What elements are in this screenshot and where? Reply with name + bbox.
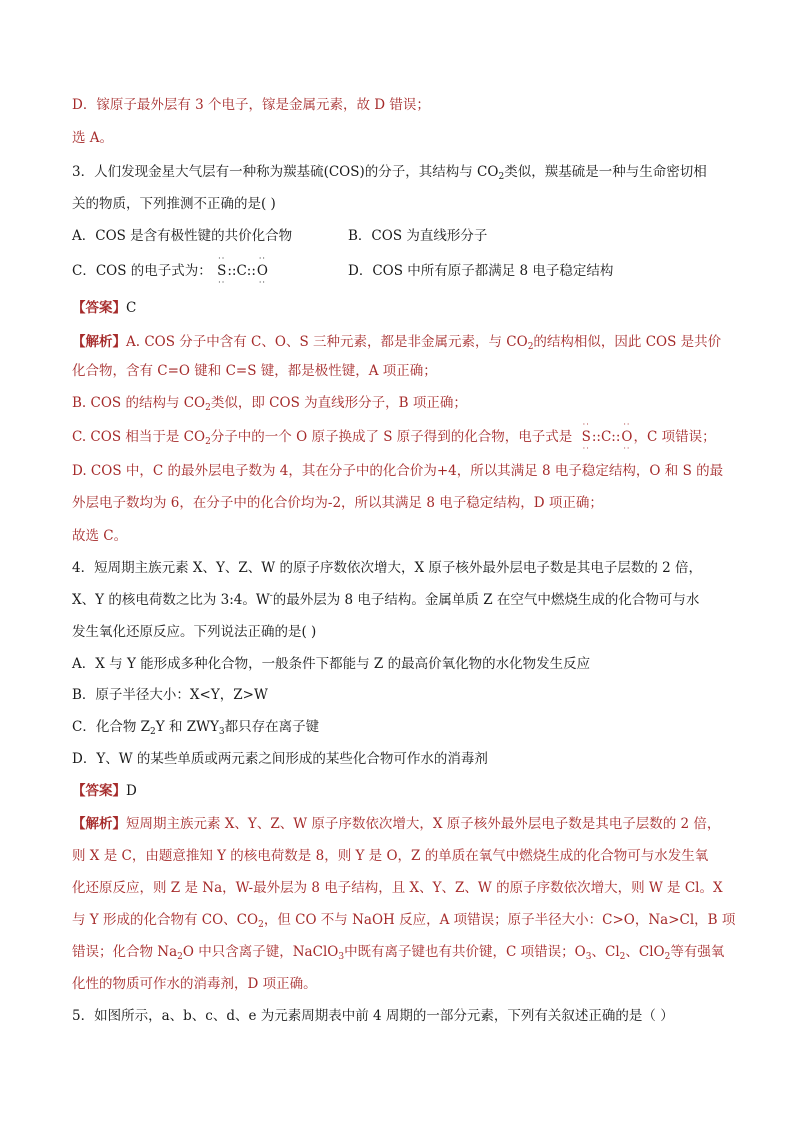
q4-stem-line1: 4．短周期主族元素 X、Y、Z、W 的原子序数依次增大，X 原子核外最外层电子数是其电子层数的 2 倍， <box>72 560 703 576</box>
q3-conclusion: 故选 C。 <box>72 528 128 544</box>
q3-options-cd <box>72 254 614 287</box>
q3-analysis-a2: 化合物，含有 C=O 键和 C=S 键，都是极性键，A 项正确； <box>72 363 437 379</box>
q3-analysis-a1: 【解析】A. COS 分子中含有 C、O、S 三种元素，都是非金属元素，与 $CO_2$的结构相似，因此 COS 是共价 <box>72 334 722 352</box>
q3-analysis-b: B. COS 的结构与 $CO_2$类似，即 COS 为直线形分子，B 项正确； <box>72 395 467 413</box>
prev-option-d: D．镓原子最外层有 3 个电子，镓是金属元素，故 D 错误； <box>72 97 430 113</box>
prev-conclusion: 选 A。 <box>72 130 114 146</box>
q3-answer: 【答案】C <box>72 300 137 316</box>
q3-analysis-d1: D. COS 中，C 的最外层电子数为 4，其在分子中的化合价为+4，所以其满足 8 电子稳定结构，O 和 S 的最 <box>72 463 724 479</box>
q4-analysis-line5: 错误；化合物 $Na_2O$ 中只含离子键，NaClO$_3$中既有离子键也有共价键，C 项错误；$O_3$、$Cl_2$、ClO$_2$等有强氧 <box>72 944 725 962</box>
cos-lewis-structure-analysis: ·· S ·· <box>581 420 591 453</box>
q3-option-c: C．COS 的电子式为： ·· S ·· ::C:: ·· O ·· <box>72 254 268 287</box>
q3-option-a: A．COS 是含有极性键的共价化合物 <box>72 228 293 244</box>
q4-stem-line2: X、Y 的核电荷数之比为 3:4。W-的最外层为 8 电子结构。金属单质 Z 在空气中燃烧生成的化合物可与水 <box>72 591 700 608</box>
q4-option-d: D．Y、W 的某些单质或两元素之间形成的某些化合物可作水的消毒剂 <box>72 751 488 767</box>
q4-analysis-line2: 则 X 是 C，由题意推知 Y 的核电荷数是 8，则 Y 是 O，Z 的单质在氧气中燃烧生成的化合物可与水发生氧 <box>72 848 709 864</box>
q3-option-b: B．COS 为直线形分子 <box>348 228 488 244</box>
q4-analysis-line6: 化性的物质可作水的消毒剂，D 项正确。 <box>72 976 317 992</box>
q4-option-b: B．原子半径大小：X<Y，Z>W <box>72 687 268 703</box>
q4-analysis-line4: 与 Y 形成的化合物有 CO、$CO_2$，但 CO 不与 NaOH 反应，A 项错误；原子半径大小：C>O，Na>Cl，B 项 <box>72 912 736 930</box>
q4-stem-line3: 发生氧化还原反应。下列说法正确的是( ) <box>72 624 317 640</box>
q4-option-c: C．化合物 $Z_2Y$ 和 $ZWY_3$都只存在离子键 <box>72 719 320 737</box>
q3-analysis-c: C. COS 相当于是 $CO_2$分子中的一个 O 原子换成了 S 原子得到的化合物，电子式是 ·· S ·· ::C:: ·· O ·· ，C 项错误； <box>72 420 716 453</box>
q3-options-ab <box>72 227 487 245</box>
q3-stem-line2: 关的物质，下列推测不正确的是( ) <box>72 196 276 212</box>
q3-stem-line1: 3．人们发现金星大气层有一种称为羰基硫(COS)的分子，其结构与 $CO_2$类似，羰基硫是一种与生命密切相 <box>72 164 707 182</box>
cos-lewis-structure: ·· S ·· <box>217 254 227 287</box>
q4-answer: 【答案】D <box>72 783 137 799</box>
q5-stem: 5．如图所示，a、b、c、d、e 为元素周期表中前 4 周期的一部分元素，下列有关叙述正确的是（ ） <box>72 1008 674 1024</box>
q3-option-d: D．COS 中所有原子都满足 8 电子稳定结构 <box>348 263 614 279</box>
q4-analysis-line1: 【解析】短周期主族元素 X、Y、Z、W 原子序数依次增大，X 原子核外最外层电子数是其电子层数的 2 倍， <box>72 816 721 832</box>
q4-analysis-line3: 化还原反应，则 Z 是 Na，W-最外层为 8 电子结构，且 X、Y、Z、W 的原子序数依次增大，则 W 是 Cl。X <box>72 880 723 896</box>
q3-analysis-d2: 外层电子数均为 6，在分子中的化合价均为-2，所以其满足 8 电子稳定结构，D 项正确； <box>72 495 603 511</box>
q4-option-a: A．X 与 Y 能形成多种化合物，一般条件下都能与 Z 的最高价氧化物的水化物发生反应 <box>72 656 591 672</box>
